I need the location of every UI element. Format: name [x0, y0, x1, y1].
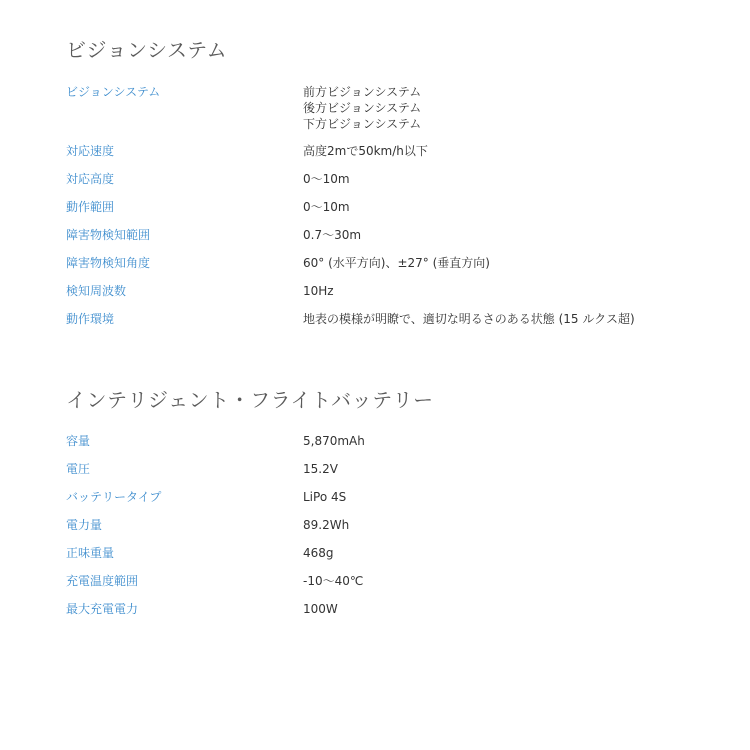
spec-value: 0～10m — [303, 172, 350, 186]
spec-label: 充電温度範囲 — [66, 574, 139, 588]
spec-list — [66, 433, 726, 629]
spec-row — [66, 601, 726, 629]
spec-row — [66, 199, 726, 227]
spec-label: 動作範囲 — [66, 200, 115, 214]
spec-value-line: 後方ビジョンシステム — [303, 101, 422, 115]
spec-row — [66, 461, 726, 489]
spec-value: -10～40℃ — [303, 574, 364, 588]
spec-value: 高度2mで50km/h以下 — [303, 144, 428, 158]
spec-value: 地表の模様が明瞭で、適切な明るさのある状態 (15 ルクス超) — [303, 312, 635, 326]
vision-system-section — [66, 37, 726, 339]
spec-row — [66, 433, 726, 461]
spec-label: 検知周波数 — [66, 284, 127, 298]
spec-row — [66, 545, 726, 573]
spec-label: 動作環境 — [66, 312, 115, 326]
spec-value — [303, 84, 726, 132]
spec-label: バッテリータイプ — [66, 490, 162, 504]
spec-label: 対応高度 — [66, 172, 115, 186]
battery-section — [66, 387, 726, 629]
spec-label: 容量 — [66, 434, 91, 448]
spec-row — [66, 227, 726, 255]
spec-value: 468g — [303, 546, 334, 560]
spec-row — [66, 573, 726, 601]
spec-label: 正味重量 — [66, 546, 115, 560]
spec-value: 100W — [303, 602, 338, 616]
spec-row — [66, 283, 726, 311]
spec-value: 89.2Wh — [303, 518, 350, 532]
spec-value: 15.2V — [303, 462, 338, 476]
spec-label: ビジョンシステム — [66, 85, 161, 99]
spec-value: 10Hz — [303, 284, 334, 298]
spec-label: 最大充電電力 — [66, 602, 139, 616]
spec-row — [66, 255, 726, 283]
spec-label: 対応速度 — [66, 144, 115, 158]
spec-label: 障害物検知範囲 — [66, 228, 151, 242]
spec-value: 0～10m — [303, 200, 350, 214]
spec-row — [66, 84, 726, 143]
section-title: ビジョンシステム — [66, 38, 228, 62]
spec-row — [66, 311, 726, 339]
spec-value: 5,870mAh — [303, 434, 365, 448]
spec-value-line: 前方ビジョンシステム — [303, 85, 422, 99]
spec-value: 60° (水平方向)、±27° (垂直方向) — [303, 256, 490, 270]
spec-value: 0.7～30m — [303, 228, 362, 242]
spec-label: 電圧 — [66, 462, 91, 476]
spec-row — [66, 517, 726, 545]
section-title: インテリジェント・フライトバッテリー — [66, 388, 434, 412]
spec-row — [66, 143, 726, 171]
spec-value-line: 下方ビジョンシステム — [303, 117, 422, 131]
spec-value: LiPo 4S — [303, 490, 347, 504]
spec-list — [66, 84, 726, 339]
spec-row — [66, 489, 726, 517]
spec-label: 障害物検知角度 — [66, 256, 151, 270]
spec-label: 電力量 — [66, 518, 103, 532]
spec-row — [66, 171, 726, 199]
